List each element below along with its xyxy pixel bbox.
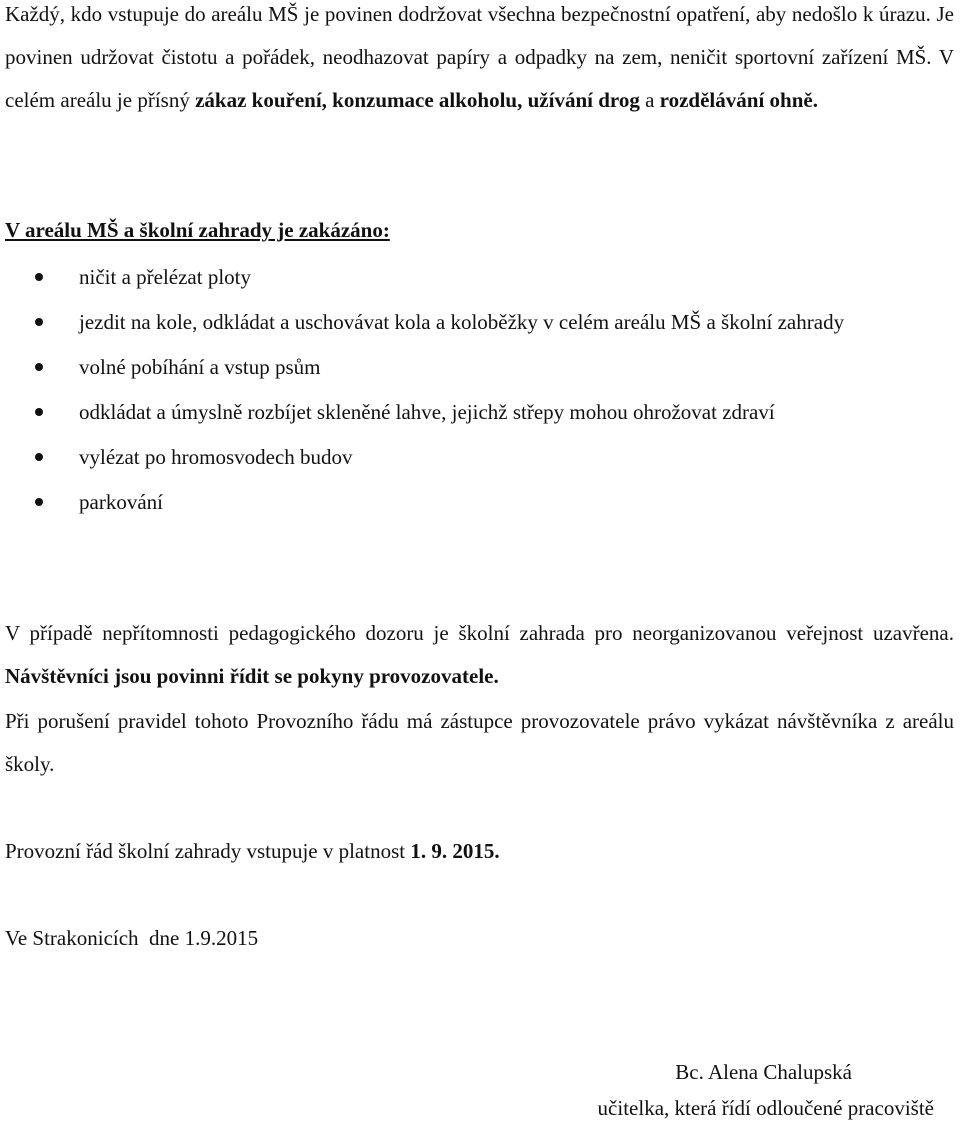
place-and-date: Ve Strakonicích dne 1.9.2015 bbox=[5, 926, 259, 950]
validity-text: Provozní řád školní zahrady vstupuje v platnost bbox=[5, 839, 411, 863]
list-item-text: parkování bbox=[79, 490, 163, 514]
prohibited-list bbox=[5, 255, 954, 525]
signature-name: Bc. Alena Chalupská bbox=[675, 1060, 852, 1084]
bullet-icon bbox=[35, 408, 43, 416]
list-item-text: ničit a přelézat ploty bbox=[79, 265, 252, 289]
closure-paragraph bbox=[5, 612, 954, 698]
bullet-icon bbox=[35, 453, 43, 461]
intro-paragraph bbox=[5, 0, 954, 122]
list-item-text: volné pobíhání a vstup psům bbox=[79, 355, 321, 379]
list-item bbox=[5, 435, 954, 480]
intro-text-1: Každý, kdo vstupuje do areálu MŠ je povinen dodržovat všechna bezpečnostní opatření, aby nedošlo k úrazu. Je povinen udržovat čistotu a pořádek, neodhazovat papíry a odpadky na zem, neničit sportovní zařízení MŠ. V celém areálu je přísný bbox=[5, 2, 954, 112]
bullet-icon bbox=[35, 363, 43, 371]
validity-paragraph bbox=[5, 830, 954, 873]
bullet-icon bbox=[35, 273, 43, 281]
intro-bold-prohibitions: zákaz kouření, konzumace alkoholu, užívání drog bbox=[195, 88, 640, 112]
closure-bold-instructions: Návštěvníci jsou povinni řídit se pokyny provozovatele. bbox=[5, 664, 499, 688]
signature-role: učitelka, která řídí odloučené pracoviště bbox=[597, 1096, 934, 1120]
list-item bbox=[5, 300, 954, 345]
prohibited-heading: V areálu MŠ a školní zahrady je zakázáno: bbox=[5, 218, 390, 242]
bullet-icon bbox=[35, 498, 43, 506]
list-item bbox=[5, 390, 954, 435]
violation-paragraph: Při porušení pravidel tohoto Provozního řádu má zástupce provozovatele právo vykázat návštěvníka z areálu školy. bbox=[5, 709, 954, 776]
closure-text: V případě nepřítomnosti pedagogického dozoru je školní zahrada pro neorganizovanou veřejnost uzavřena. bbox=[5, 621, 954, 645]
list-item-text: odkládat a úmyslně rozbíjet skleněné lahve, jejichž střepy mohou ohrožovat zdraví bbox=[79, 400, 775, 424]
list-item-text: jezdit na kole, odkládat a uschovávat kola a koloběžky v celém areálu MŠ a školní zahrady bbox=[79, 310, 845, 334]
bullet-icon bbox=[35, 318, 43, 326]
list-item bbox=[5, 345, 954, 390]
intro-bold-fire: rozdělávání ohně. bbox=[659, 88, 818, 112]
validity-date: 1. 9. 2015. bbox=[410, 839, 500, 863]
list-item bbox=[5, 255, 954, 300]
list-item-text: vylézat po hromosvodech budov bbox=[79, 445, 353, 469]
list-item bbox=[5, 480, 954, 525]
intro-text-2: a bbox=[639, 88, 660, 112]
